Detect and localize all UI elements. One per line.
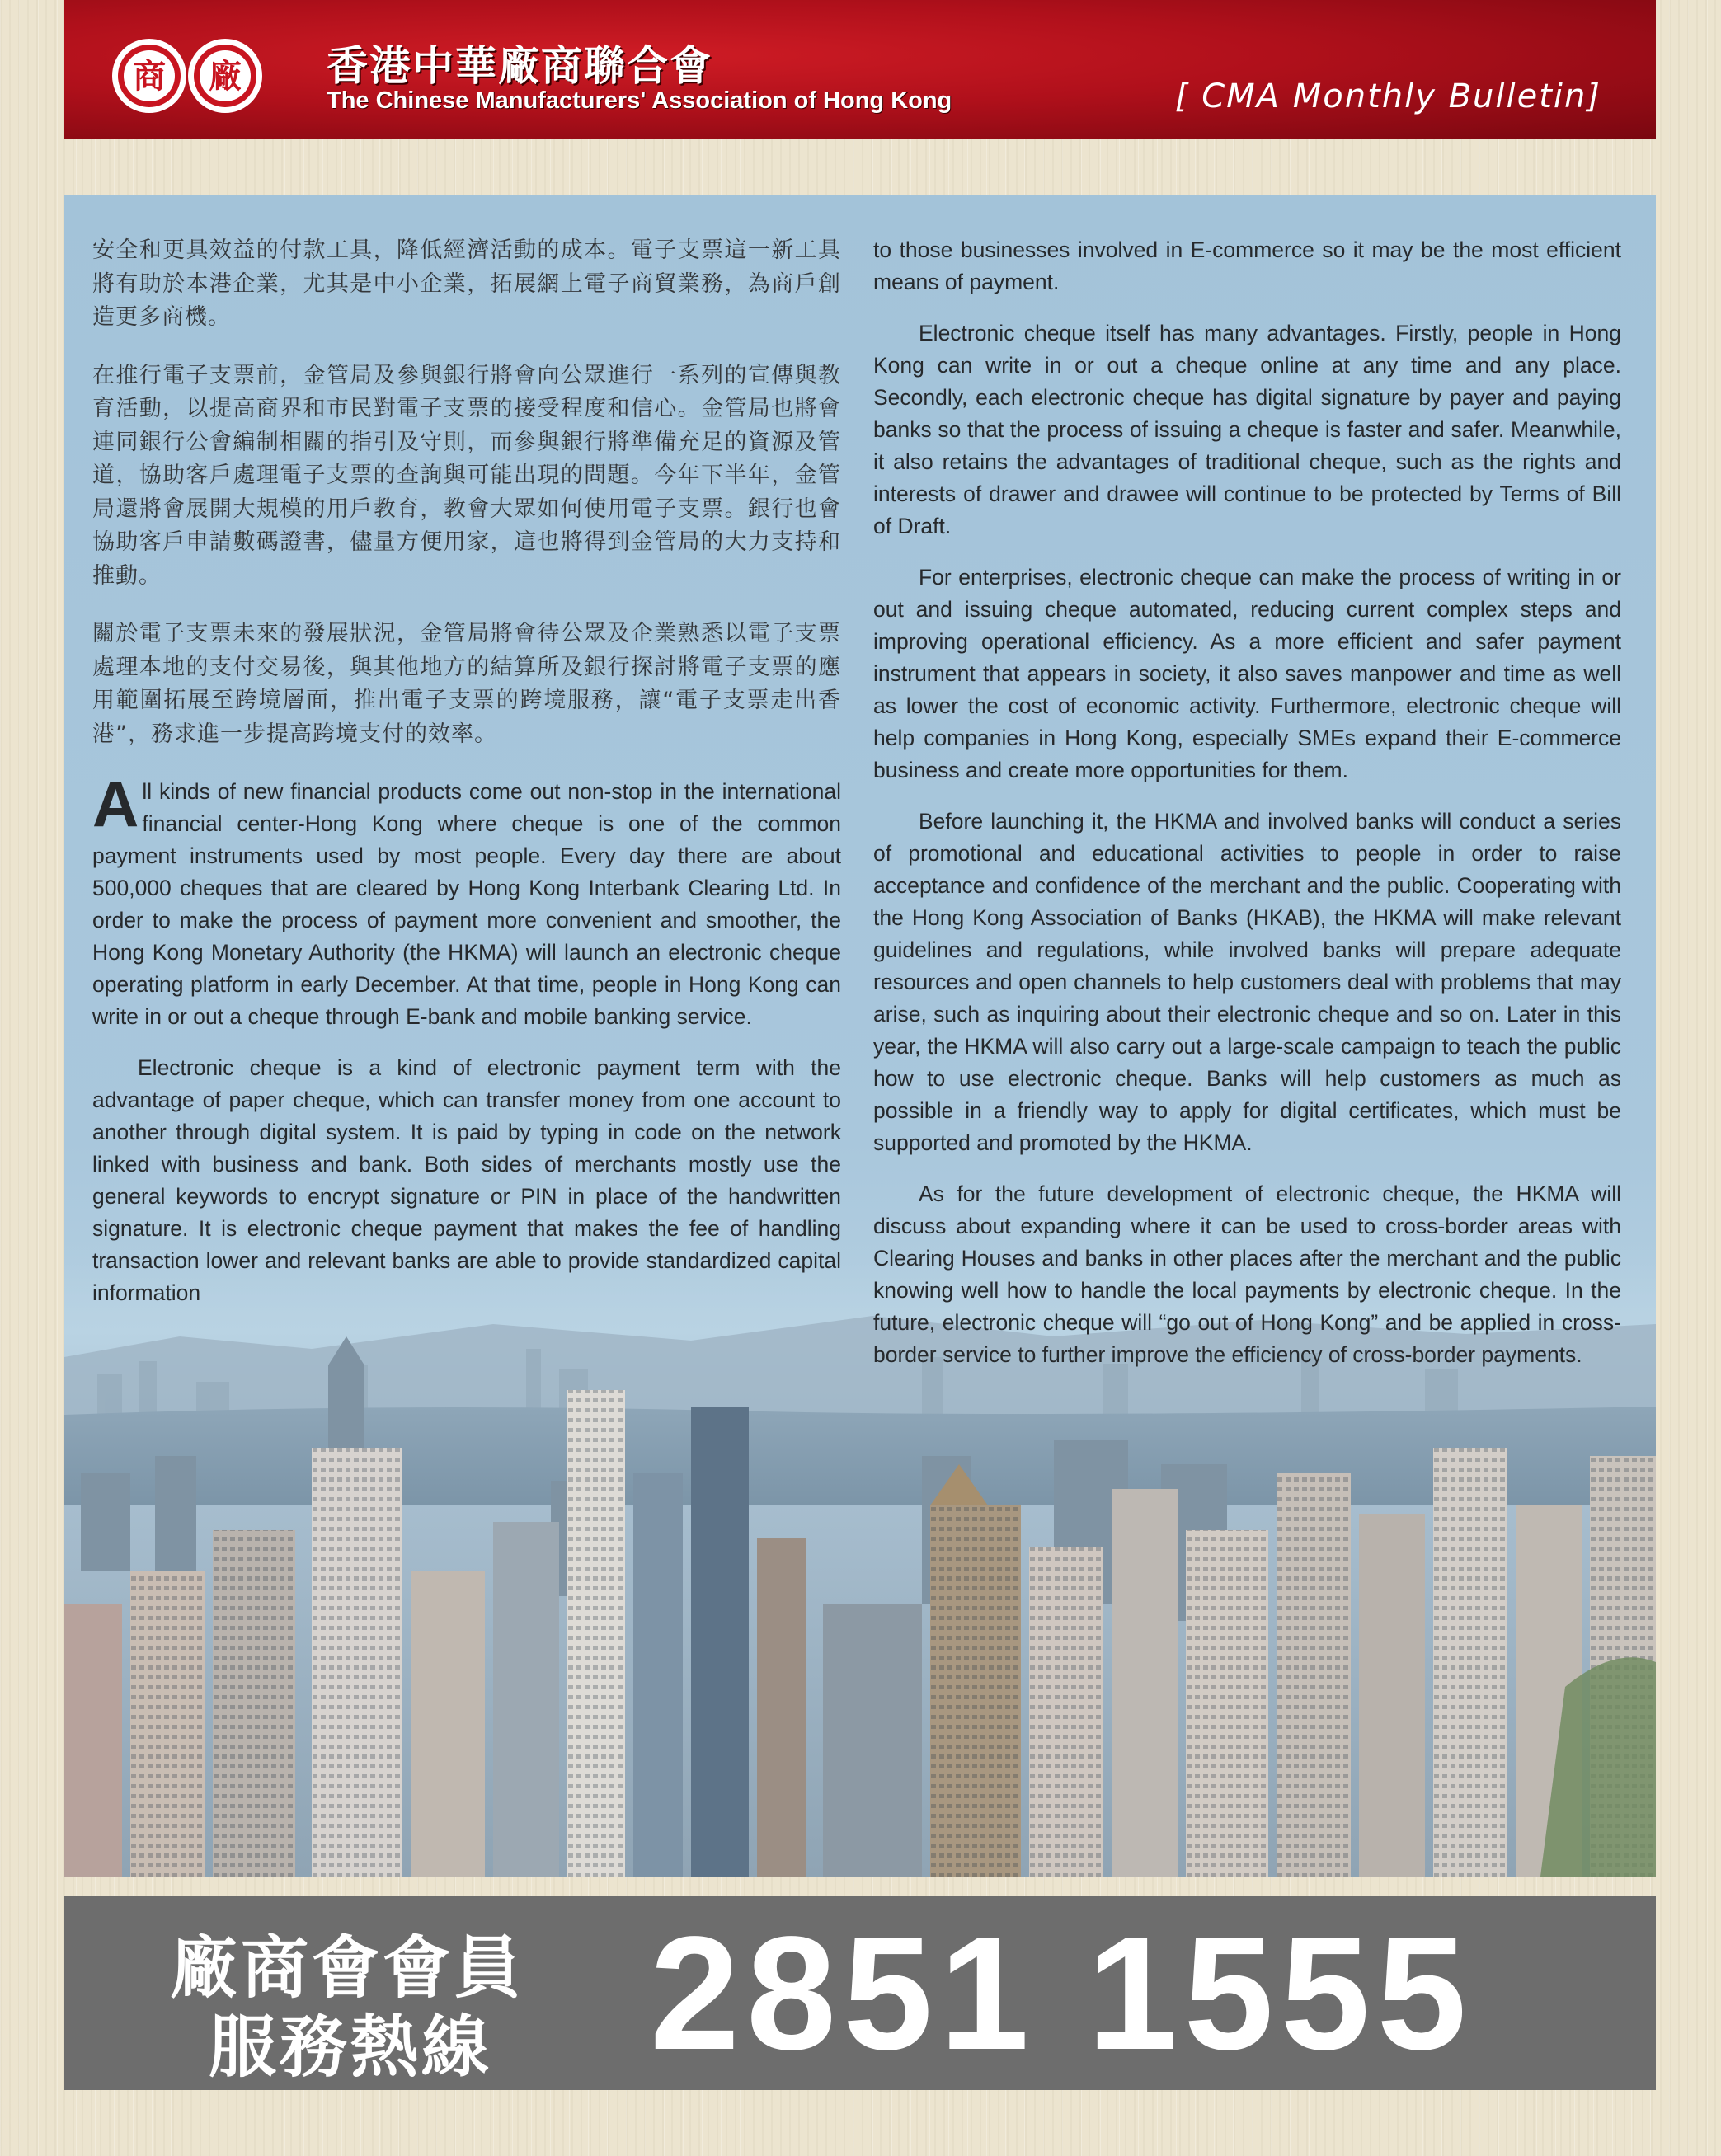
org-name-english: The Chinese Manufacturers' Association of Hong Kong bbox=[327, 87, 952, 114]
english-paragraph-6: Before launching it, the HKMA and involved banks will conduct a series of promotional and educational activities to people in order to raise acceptance and confidence of the merchant and the public. Cooperating with the Hong Kong Association of Banks (HKAB), the HKMA will make relevant guidelines and regulations, while involved banks will prepare adequate resources and open channels to help customers deal with problems that may arise, such as inquiring about their electronic cheque and so on. Later in this year, the HKMA will also carry out a large-scale campaign to teach the public how to use electronic cheque. Banks will help customers as much as possible in a friendly way to apply for digital certificates, which must be supported and promoted by the HKMA. bbox=[873, 809, 1621, 1155]
drop-cap: A bbox=[92, 768, 139, 840]
article-right-column bbox=[873, 234, 1621, 1390]
english-paragraph-4: Electronic cheque itself has many advantages. Firstly, people in Hong Kong can write in or out a cheque online at any time and any place. Secondly, each electronic cheque has digital signature by payer and paying banks so that the process of issuing a cheque is faster and safer. Meanwhile, it also retains the advantages of traditional cheque, such as the rights and interests of drawer and drawee will continue to be protected by Terms of Bill of Draft. bbox=[873, 321, 1621, 538]
english-paragraph-2: Electronic cheque is a kind of electronic payment term with the advantage of paper cheque, which can transfer money from one account to another through digital system. It is paid by typing in code on the network linked with business and bank. Both sides of merchants mostly use the general keywords to encrypt signature or PIN in place of the handwritten signature. It is electronic cheque payment that makes the fee of handling transaction lower and relevant banks are able to provide standardized capital information bbox=[92, 1055, 841, 1305]
logo-char-1: 商 bbox=[133, 58, 166, 96]
hotline-label-line1: 廠商會會員 bbox=[170, 1929, 525, 2008]
english-paragraph-3: to those businesses involved in E-commerce so it may be the most efficient means of payment. bbox=[873, 237, 1621, 294]
bulletin-title: [ CMA Monthly Bulletin] bbox=[1174, 78, 1601, 115]
article-panel bbox=[64, 195, 1656, 1877]
hotline-phone-number: 2851 1555 bbox=[650, 1903, 1474, 2083]
english-paragraph-1-text: ll kinds of new financial products come out non-stop in the international financial center-Hong Kong where cheque is one of the common payment instruments used by most people. Every day there are about 500,000 cheques that are cleared by Hong Kong Interbank Clearing Ltd. In order to make the process of payment more convenient and smoother, the Hong Kong Monetary Authority (the HKMA) will launch an electronic cheque operating platform in early December. At that time, people in Hong Kong can write in or out a cheque through E-bank and mobile banking service. bbox=[92, 779, 841, 1029]
cma-logo-icon bbox=[110, 36, 316, 115]
english-paragraph-1 bbox=[92, 768, 841, 1033]
logo-char-2: 廠 bbox=[209, 58, 242, 96]
english-paragraph-5: For enterprises, electronic cheque can make the process of writing in or out and issuing cheque automated, reducing current complex steps and improving operational efficiency. As a more efficient and safer payment instrument that appears in society, it also saves manpower and time as well as lower the cost of economic activity. Furthermore, electronic cheque will help companies in Hong Kong, especially SMEs expand their E-commerce business and create more opportunities for them. bbox=[873, 565, 1621, 782]
hotline-label-line2: 服務熱線 bbox=[209, 2008, 493, 2087]
header-banner bbox=[64, 0, 1656, 139]
chinese-paragraph-1: 安全和更具效益的付款工具，降低經濟活動的成本。電子支票這一新工具將有助於本港企業，尤其是中小企業，拓展網上電子商貿業務，為商戶創造更多商機。 bbox=[92, 237, 841, 330]
english-paragraph-7: As for the future development of electronic cheque, the HKMA will discuss about expanding where it can be used to cross-border areas with Clearing Houses and banks in other places after the merchant and the public knowing well how to handle the local payments by electronic cheque. In the future, electronic cheque will “go out of Hong Kong” and be applied in cross-border service to further improve the efficiency of cross-border payments. bbox=[873, 1181, 1621, 1367]
member-hotline-banner bbox=[64, 1896, 1656, 2090]
chinese-paragraph-2: 在推行電子支票前，金管局及參與銀行將會向公眾進行一系列的宣傳與教育活動，以提高商界和市民對電子支票的接受程度和信心。金管局也將會連同銀行公會編制相關的指引及守則，而參與銀行將準備充足的資源及管道，協助客戶處理電子支票的查詢與可能出現的問題。今年下半年，金管局還將會展開大規模的用戶教育，教會大眾如何使用電子支票。銀行也會協助客戶申請數碼證書，儘量方便用家，這也將得到金管局的大力支持和推動。 bbox=[92, 362, 841, 589]
chinese-paragraph-3: 關於電子支票未來的發展狀況，金管局將會待公眾及企業熟悉以電子支票處理本地的支付交易後，與其他地方的結算所及銀行探討將電子支票的應用範圍拓展至跨境層面，推出電子支票的跨境服務，讓“電子支票走出香港”，務求進一步提高跨境支付的效率。 bbox=[92, 621, 841, 747]
org-name-chinese: 香港中華廠商聯合會 bbox=[327, 42, 712, 90]
article-left-column bbox=[92, 234, 841, 1328]
